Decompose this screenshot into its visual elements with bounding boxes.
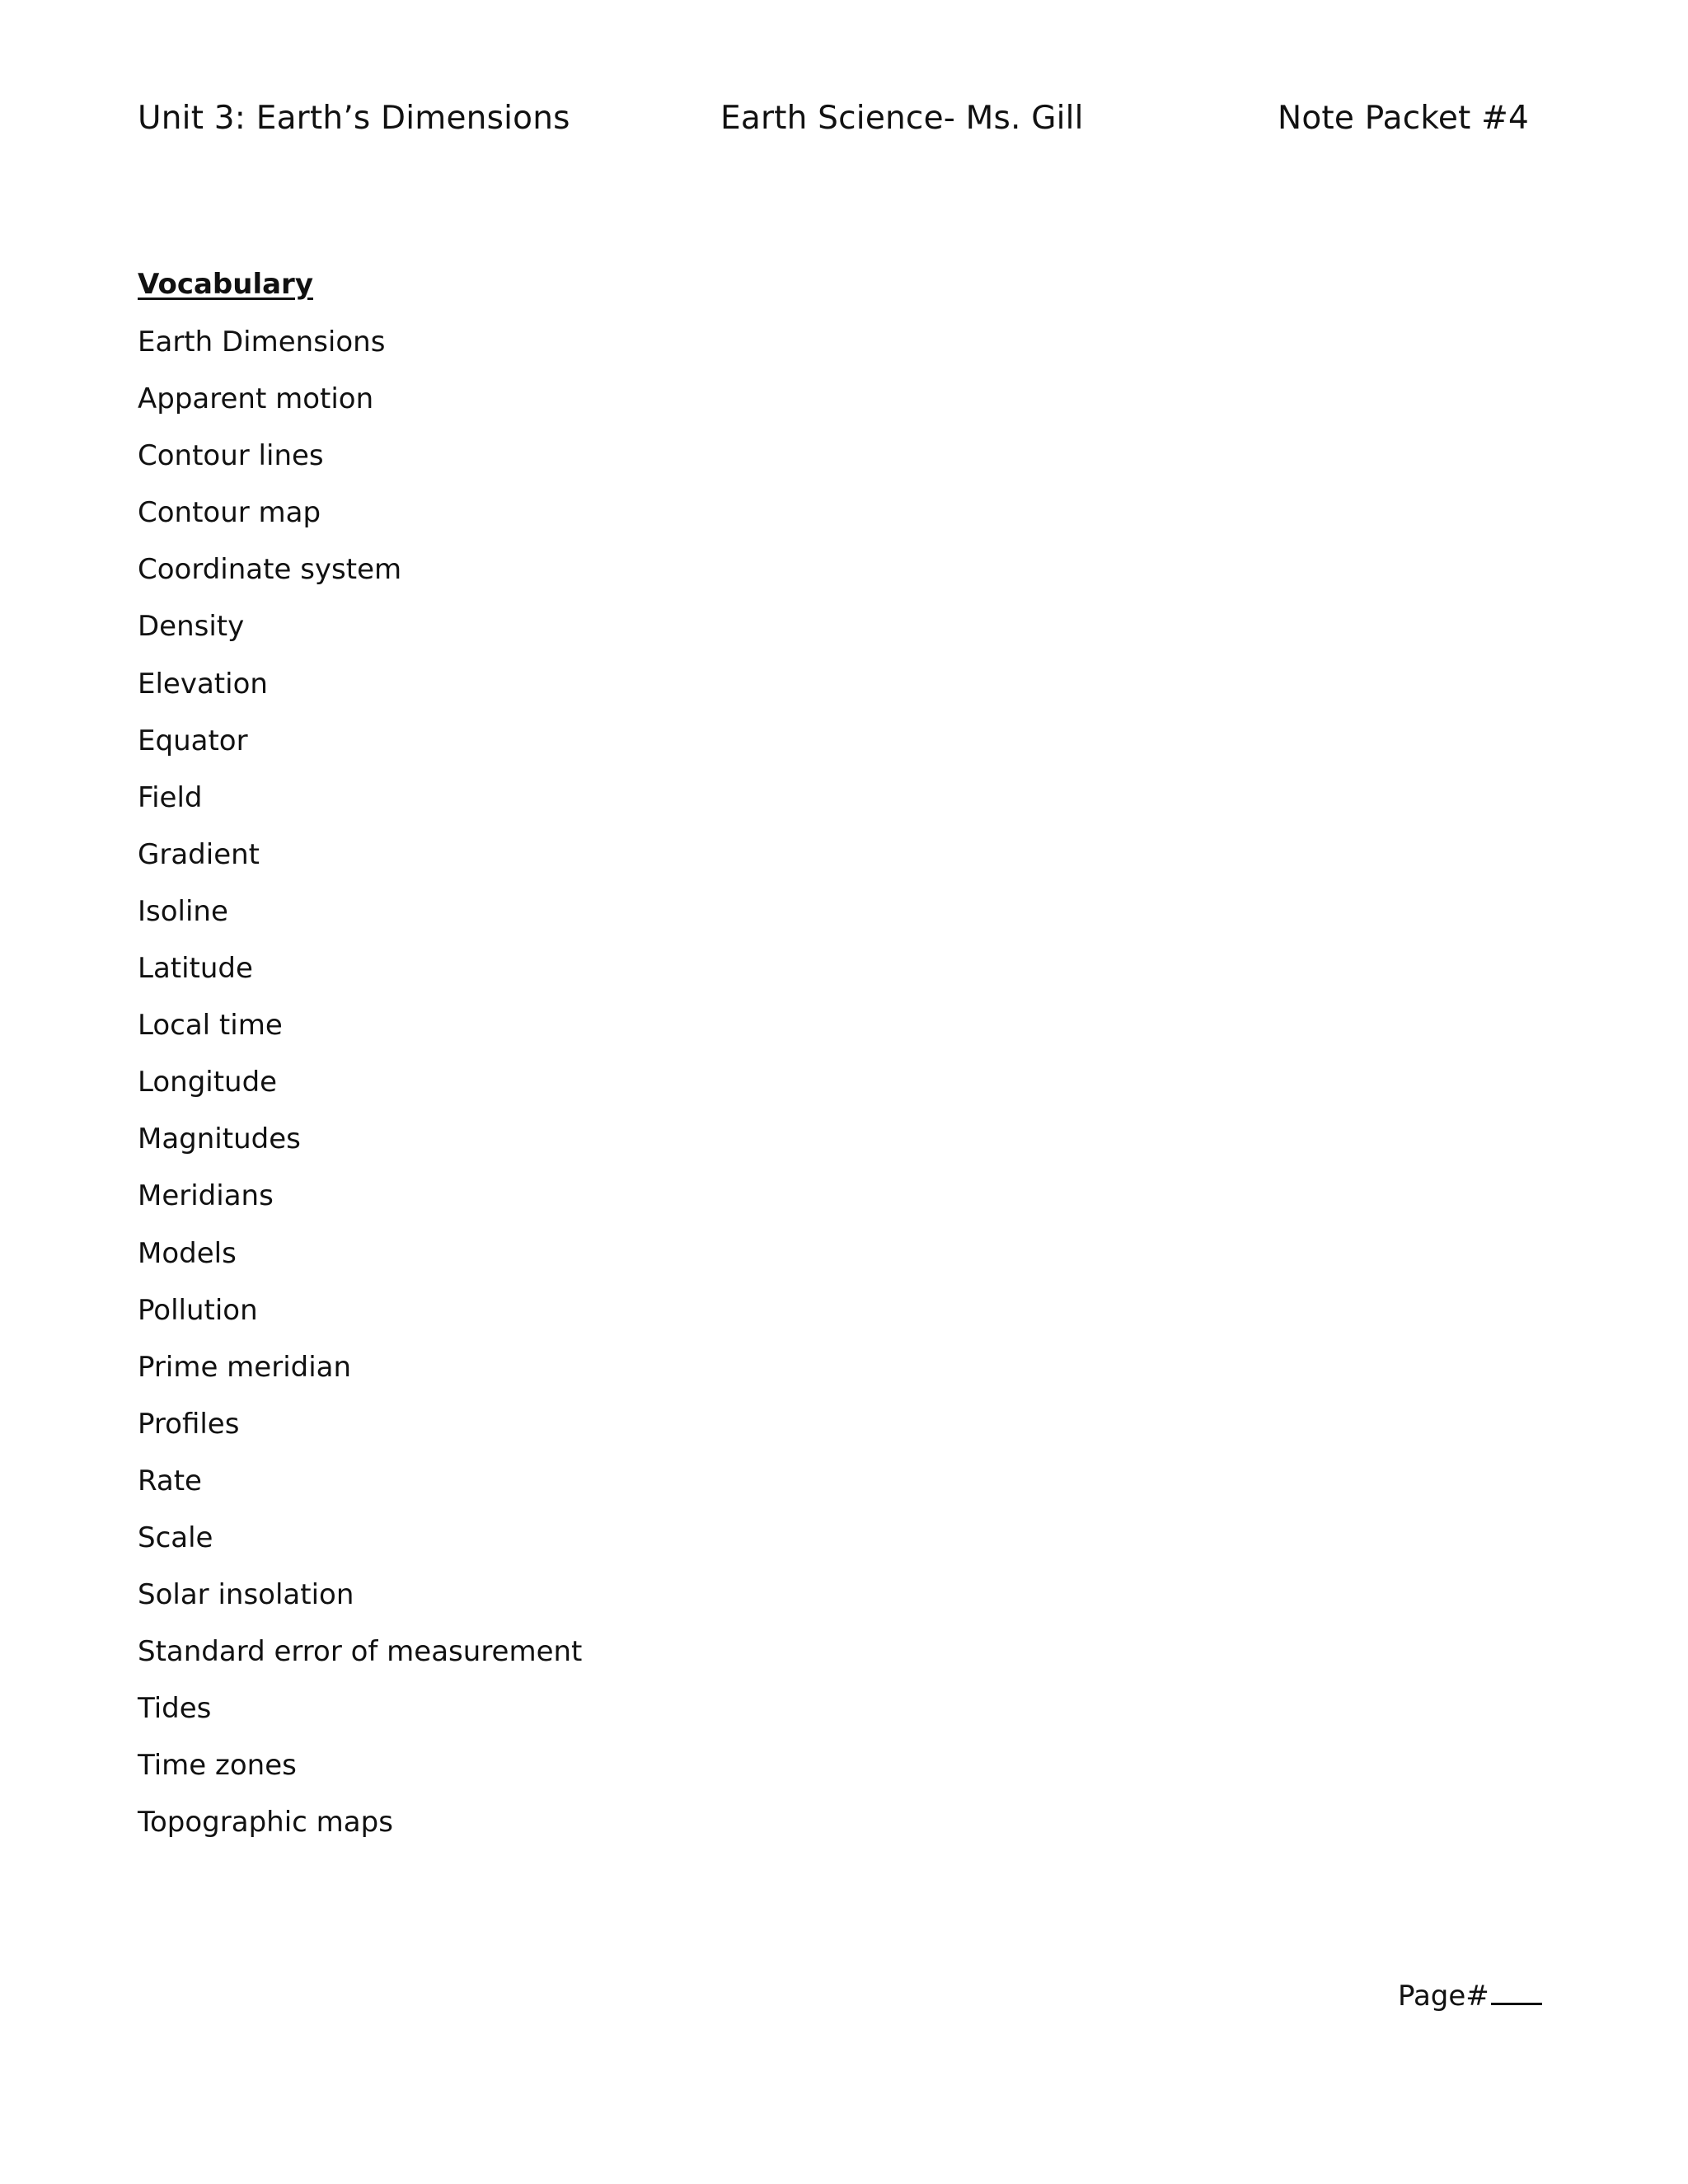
vocabulary-term: Time zones (138, 1749, 297, 1783)
vocabulary-term: Apparent motion (138, 382, 374, 416)
vocabulary-term: Solar insolation (138, 1578, 354, 1612)
vocabulary-term: Scale (138, 1521, 213, 1554)
vocabulary-term: Tides (138, 1692, 212, 1726)
vocabulary-term: Magnitudes (138, 1122, 301, 1156)
vocabulary-term: Density (138, 610, 245, 644)
vocabulary-term: Isoline (138, 894, 228, 928)
vocabulary-term: Models (138, 1236, 237, 1270)
vocabulary-term: Equator (138, 724, 248, 757)
vocabulary-term: Gradient (138, 837, 260, 871)
vocabulary-term: Profiles (138, 1407, 240, 1441)
vocabulary-term: Coordinate system (138, 553, 402, 587)
vocabulary-term: Standard error of measurement (138, 1635, 583, 1669)
page-number (1398, 1975, 1542, 2015)
vocabulary-list (138, 323, 582, 1861)
page-number-blank (1491, 1975, 1542, 2005)
vocabulary-term: Earth Dimensions (138, 326, 386, 359)
vocabulary-term: Topographic maps (138, 1806, 393, 1840)
page-number-label: Page# (1398, 1980, 1489, 2013)
vocabulary-term: Longitude (138, 1066, 278, 1099)
unit-title: Unit 3: Earth’s Dimensions (138, 100, 570, 137)
vocabulary-term: Pollution (138, 1293, 258, 1327)
vocabulary-term: Prime meridian (138, 1350, 352, 1384)
vocabulary-term: Contour lines (138, 439, 324, 473)
packet-title: Note Packet #4 (1278, 100, 1529, 137)
vocabulary-term: Field (138, 780, 203, 814)
vocabulary-term: Meridians (138, 1179, 274, 1213)
vocabulary-term: Latitude (138, 952, 253, 986)
vocabulary-heading: Vocabulary (138, 268, 313, 301)
vocabulary-term: Local time (138, 1009, 283, 1043)
course-title: Earth Science- Ms. Gill (720, 100, 1084, 137)
vocabulary-term: Elevation (138, 667, 268, 701)
vocabulary-term: Rate (138, 1464, 202, 1497)
vocabulary-term: Contour map (138, 496, 321, 530)
